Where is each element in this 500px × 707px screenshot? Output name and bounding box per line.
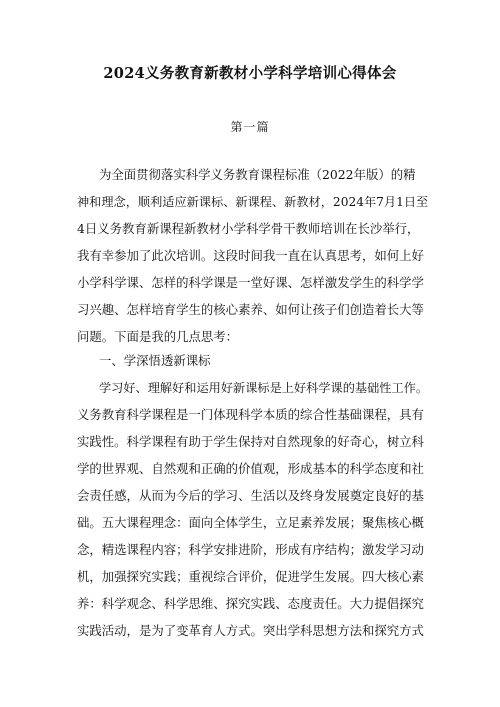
body-line: 神和理念，顺利适应新课标、新课程、新教材，2024年7月1日至 bbox=[77, 195, 429, 209]
body-line: 养：科学观念、科学思维、探究实践、态度责任。大力提倡探究 bbox=[77, 596, 424, 611]
body-line: 础。五大课程理念：面向全体学生，立足素养发展；聚焦核心概 bbox=[77, 515, 424, 530]
body-line: 我有幸参加了此次培训。这段时间我一直在认真思考，如何上好 bbox=[77, 248, 424, 263]
body-line: 4日义务教育新课程新教材小学科学骨干教师培训在长沙举行， bbox=[77, 221, 420, 236]
body-line: 义务教育科学课程是一门体现科学本质的综合性基础课程，具有 bbox=[77, 407, 424, 422]
body-line: 机，加强探究实践；重视综合评价，促进学生发展。四大核心素 bbox=[77, 569, 424, 584]
section-heading: 一、学深悟透新课标 bbox=[99, 353, 211, 368]
body-line: 实践活动，是为了变革育人方式。突出学科思想方法和探究方式 bbox=[77, 623, 424, 638]
body-line: 问题。下面是我的几点思考： bbox=[77, 329, 239, 344]
body-line: 会责任感，从而为今后的学习、生活以及终身发展奠定良好的基 bbox=[77, 488, 424, 503]
body-line: 为全面贯彻落实科学义务教育课程标准（2022年版）的精 bbox=[99, 167, 416, 182]
body-line: 小学科学课、怎样的科学课是一堂好课、怎样激发学生的科学学 bbox=[77, 275, 424, 290]
body-line: 习兴趣、怎样培育学生的核心素养、如何让孩子们创造着长大等 bbox=[77, 302, 424, 317]
body-line: 实践性。科学课程有助于学生保持对自然现象的好奇心，树立科 bbox=[77, 434, 424, 449]
body-line: 学习好、理解好和运用好新课标是上好科学课的基础性工作。 bbox=[99, 381, 429, 395]
body-line: 学的世界观、自然观和正确的价值观，形成基本的科学态度和社 bbox=[77, 461, 424, 476]
document-title: 2024义务教育新教材小学科学培训心得体会 bbox=[103, 65, 397, 82]
body-line: 念，精选课程内容；科学安排进阶，形成有序结构；激发学习动 bbox=[77, 542, 424, 557]
document-subtitle: 第一篇 bbox=[230, 120, 270, 134]
